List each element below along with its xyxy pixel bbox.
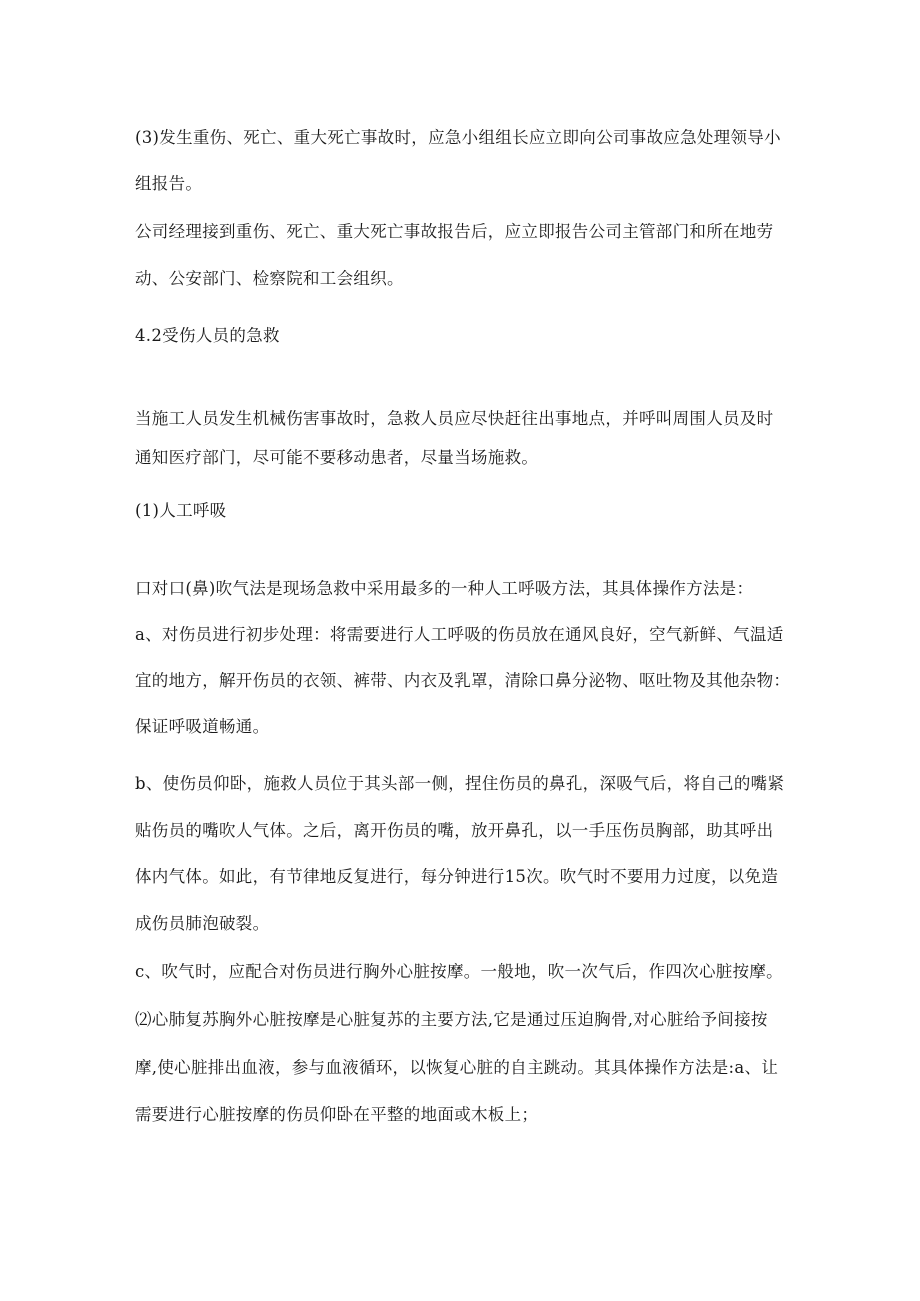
- paragraph-3-line-1: (3)发生重伤、死亡、重大死亡事故时，应急小组组长应立即向公司事故应急处理领导小: [135, 128, 781, 147]
- step-b-line-4: 成伤员肺泡破裂。: [135, 914, 270, 933]
- cpr-line-1: ⑵心肺复苏胸外心脏按摩是心脏复苏的主要方法,它是通过压迫胸骨,对心脏给予间接按: [135, 1010, 768, 1029]
- step-a-line-2: 宜的地方，解开伤员的衣领、裤带、内衣及乳罩，清除口鼻分泌物、呕吐物及其他杂物：: [135, 671, 791, 690]
- paragraph-3-line-2: 组报告。: [135, 174, 203, 193]
- mouth-to-mouth-intro: 口对口(鼻)吹气法是现场急救中采用最多的一种人工呼吸方法，其具体操作方法是：: [135, 579, 754, 598]
- cpr-line-2: 摩,使心脏排出血液，参与血液循环，以恢复心脏的自主跳动。其具体操作方法是:a、让: [135, 1058, 779, 1077]
- step-b-line-2: 贴伤员的嘴吹人气体。之后，离开伤员的嘴，放开鼻孔，以一手压伤员胸部，助其呼出: [135, 821, 774, 840]
- step-a-line-1: a、对伤员进行初步处理：将需要进行人工呼吸的伤员放在通风良好，空气新鲜、气温适: [135, 625, 784, 644]
- step-c-line: c、吹气时，应配合对伤员进行胸外心脏按摩。一般地，吹一次气后，作四次心脏按摩。: [135, 962, 783, 981]
- section-heading-4-2: 4.2受伤人员的急救: [135, 326, 280, 345]
- step-b-line-1: b、使伤员仰卧，施救人员位于其头部一侧，捏住伤员的鼻孔，深吸气后，将自己的嘴紧: [135, 774, 785, 793]
- manager-report-line-1: 公司经理接到重伤、死亡、重大死亡事故报告后，应立即报告公司主管部门和所在地劳: [135, 222, 774, 241]
- first-aid-intro-line-1: 当施工人员发生机械伤害事故时，急救人员应尽快赶往出事地点，并呼叫周围人员及时: [135, 409, 774, 428]
- cpr-line-3: 需要进行心脏按摩的伤员仰卧在平整的地面或木板上；: [135, 1105, 539, 1124]
- step-a-line-3: 保证呼吸道畅通。: [135, 717, 270, 736]
- artificial-respiration-heading: (1)人工呼吸: [135, 501, 227, 520]
- manager-report-line-2: 动、公安部门、检察院和工会组织。: [135, 269, 404, 288]
- step-b-line-3: 体内气体。如此，有节律地反复进行，每分钟进行15次。吹气时不要用力过度，以免造: [135, 867, 779, 886]
- first-aid-intro-line-2: 通知医疗部门，尽可能不要移动患者，尽量当场施救。: [135, 448, 539, 467]
